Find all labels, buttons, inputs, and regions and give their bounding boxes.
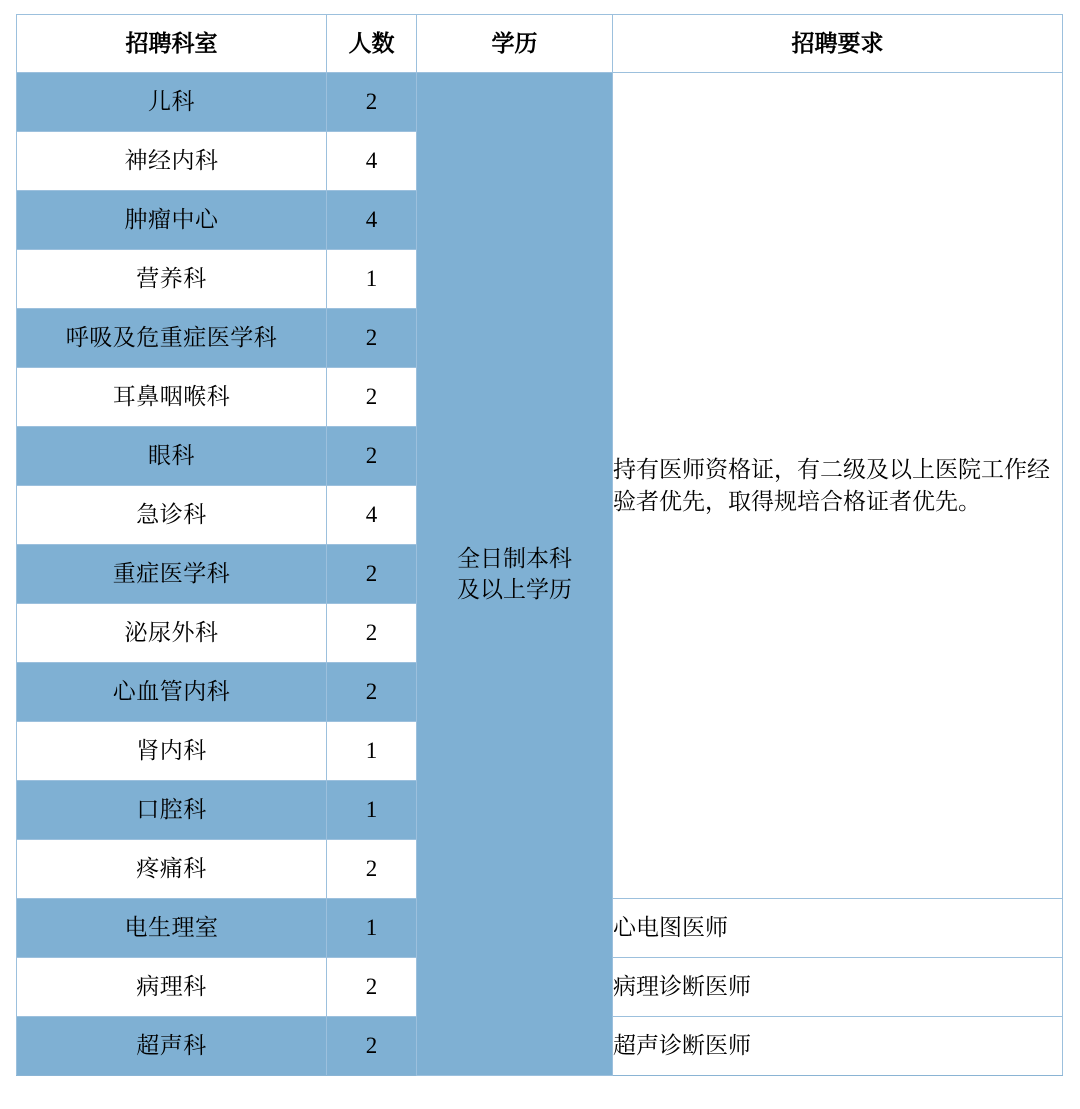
cell-count: 1 bbox=[327, 722, 417, 781]
cell-count: 1 bbox=[327, 899, 417, 958]
cell-requirement: 超声诊断医师 bbox=[613, 1017, 1063, 1076]
cell-count: 4 bbox=[327, 191, 417, 250]
column-header-count: 人数 bbox=[327, 15, 417, 73]
requirement-main-text: 持有医师资格证，有二级及以上医院工作经验者优先，取得规培合格证者优先。 bbox=[613, 457, 1050, 514]
cell-department: 急诊科 bbox=[17, 486, 327, 545]
column-header-department: 招聘科室 bbox=[17, 15, 327, 73]
column-header-requirements: 招聘要求 bbox=[613, 15, 1063, 73]
cell-department: 病理科 bbox=[17, 958, 327, 1017]
cell-department: 呼吸及危重症医学科 bbox=[17, 309, 327, 368]
cell-count: 2 bbox=[327, 427, 417, 486]
cell-count: 2 bbox=[327, 368, 417, 427]
table-body bbox=[17, 73, 1063, 1076]
cell-count: 1 bbox=[327, 250, 417, 309]
cell-department: 眼科 bbox=[17, 427, 327, 486]
cell-department: 疼痛科 bbox=[17, 840, 327, 899]
cell-requirement: 病理诊断医师 bbox=[613, 958, 1063, 1017]
cell-department: 电生理室 bbox=[17, 899, 327, 958]
cell-department: 肾内科 bbox=[17, 722, 327, 781]
cell-requirement: 心电图医师 bbox=[613, 899, 1063, 958]
education-line-1: 全日制本科 bbox=[457, 545, 572, 571]
cell-count: 2 bbox=[327, 840, 417, 899]
cell-requirement-main bbox=[613, 73, 1063, 899]
cell-department: 超声科 bbox=[17, 1017, 327, 1076]
table-row bbox=[17, 73, 1063, 132]
cell-education bbox=[417, 73, 613, 1076]
cell-count: 1 bbox=[327, 781, 417, 840]
cell-count: 2 bbox=[327, 1017, 417, 1076]
cell-department: 泌尿外科 bbox=[17, 604, 327, 663]
cell-count: 2 bbox=[327, 604, 417, 663]
column-header-education: 学历 bbox=[417, 15, 613, 73]
table-header bbox=[17, 15, 1063, 73]
cell-department: 心血管内科 bbox=[17, 663, 327, 722]
cell-count: 2 bbox=[327, 545, 417, 604]
cell-department: 神经内科 bbox=[17, 132, 327, 191]
cell-department: 重症医学科 bbox=[17, 545, 327, 604]
education-line-2: 及以上学历 bbox=[457, 577, 572, 602]
cell-department: 口腔科 bbox=[17, 781, 327, 840]
cell-count: 2 bbox=[327, 73, 417, 132]
cell-department: 耳鼻咽喉科 bbox=[17, 368, 327, 427]
table-header-row bbox=[17, 15, 1063, 73]
cell-count: 4 bbox=[327, 486, 417, 545]
cell-department: 营养科 bbox=[17, 250, 327, 309]
cell-count: 2 bbox=[327, 309, 417, 368]
cell-count: 4 bbox=[327, 132, 417, 191]
cell-count: 2 bbox=[327, 958, 417, 1017]
recruitment-table bbox=[16, 14, 1063, 1076]
cell-department: 儿科 bbox=[17, 73, 327, 132]
cell-count: 2 bbox=[327, 663, 417, 722]
cell-department: 肿瘤中心 bbox=[17, 191, 327, 250]
